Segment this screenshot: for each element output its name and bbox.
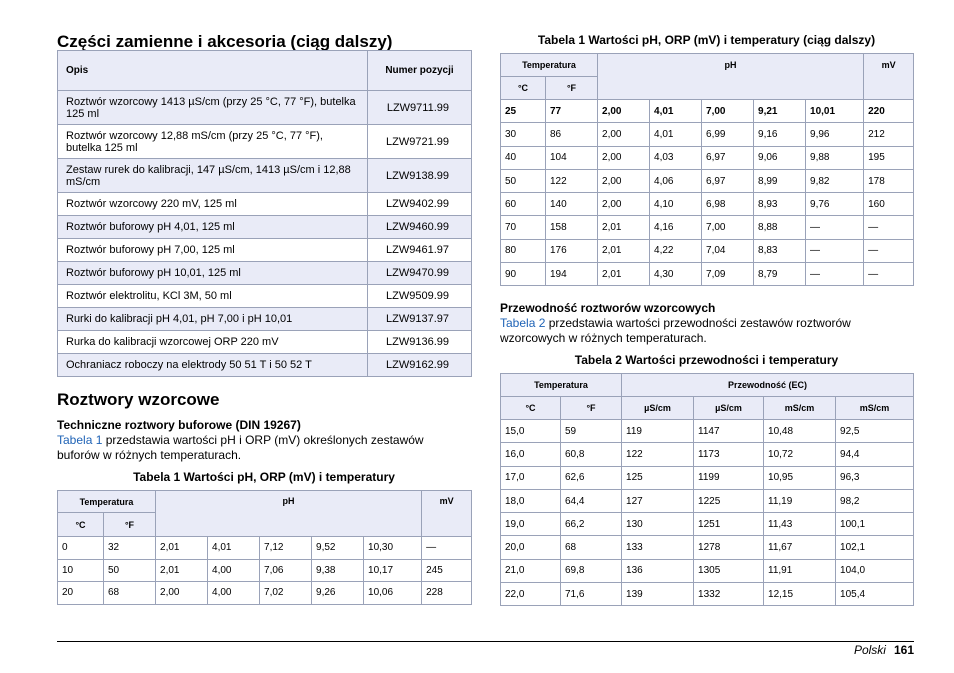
ph-header: pH	[156, 491, 422, 537]
table-cell: 17,0	[501, 466, 561, 489]
table-cell: 8,83	[754, 239, 806, 262]
part-description: Roztwór buforowy pH 7,00, 125 ml	[58, 239, 368, 262]
part-description: Roztwór buforowy pH 10,01, 125 ml	[58, 262, 368, 285]
parts-header-row	[58, 51, 472, 91]
table-cell: 50	[501, 169, 546, 192]
table-row	[501, 443, 914, 466]
table-cell: 2,00	[598, 123, 650, 146]
table-cell: 16,0	[501, 443, 561, 466]
table-cell: 98,2	[836, 489, 914, 512]
page-number: 161	[893, 643, 914, 657]
table-cell: 9,38	[312, 559, 364, 582]
part-description: Roztwór elektrolitu, KCl 3M, 50 ml	[58, 285, 368, 308]
table-cell: 133	[622, 536, 694, 559]
table-cell: 8,99	[754, 169, 806, 192]
table-row	[501, 123, 914, 146]
table-cell: 10,72	[764, 443, 836, 466]
table-cell: 2,00	[598, 169, 650, 192]
part-number: LZW9711.99	[368, 91, 472, 125]
table-cell: —	[422, 537, 472, 560]
temp-header-cont: Temperatura	[501, 54, 598, 77]
table-cell: 2,01	[598, 263, 650, 286]
table-cell: 119	[622, 420, 694, 443]
table-cell: 122	[546, 169, 598, 192]
table-cell: 6,99	[702, 123, 754, 146]
table-row	[501, 263, 914, 286]
table-cell: 245	[422, 559, 472, 582]
table-cell: —	[806, 263, 864, 286]
table-cell: 158	[546, 216, 598, 239]
table-row	[58, 193, 472, 216]
table-cell: 9,82	[806, 169, 864, 192]
parts-table	[57, 50, 472, 377]
table-row	[58, 559, 472, 582]
temp-header: Temperatura	[58, 491, 156, 513]
table-cell: 10	[58, 559, 104, 582]
table-cell: —	[806, 239, 864, 262]
table-cell: —	[864, 216, 914, 239]
table-cell: 104,0	[836, 559, 914, 582]
standards-paragraph-text: przedstawia wartości pH i ORP (mV) określonych zestawów buforów w różnych temperaturach.	[57, 433, 424, 462]
table-cell: 62,6	[561, 466, 622, 489]
footer-language: Polski	[853, 643, 886, 657]
table-cell: 90	[501, 263, 546, 286]
table-row	[501, 146, 914, 169]
conductivity-subheading: Przewodność roztworów wzorcowych	[500, 301, 716, 315]
table-cell: 9,76	[806, 193, 864, 216]
table1-cont-caption: Tabela 1 Wartości pH, ORP (mV) i temperatury (ciąg dalszy)	[537, 33, 876, 47]
table-cell: 1278	[694, 536, 764, 559]
table-cell: 9,88	[806, 146, 864, 169]
table-cell: 77	[546, 100, 598, 123]
table-cell: 136	[622, 559, 694, 582]
table-cell: —	[864, 239, 914, 262]
table-cell: 59	[561, 420, 622, 443]
celsius-header: °C	[58, 513, 104, 537]
table-cell: 7,06	[260, 559, 312, 582]
part-number: LZW9509.99	[368, 285, 472, 308]
table-row	[58, 537, 472, 560]
table-cell: —	[806, 216, 864, 239]
us-header-1: µS/cm	[622, 397, 694, 420]
table-cell: 8,93	[754, 193, 806, 216]
part-number: LZW9138.99	[368, 159, 472, 193]
table-cell: 9,21	[754, 100, 806, 123]
part-number: LZW9460.99	[368, 216, 472, 239]
table-cell: 11,19	[764, 489, 836, 512]
table-cell: 4,03	[650, 146, 702, 169]
fahrenheit-header-t2: °F	[561, 397, 622, 420]
table-cell: 10,95	[764, 466, 836, 489]
table-cell: 1251	[694, 513, 764, 536]
table-row	[58, 125, 472, 159]
table-cell: 4,00	[208, 582, 260, 605]
table-cell: 1173	[694, 443, 764, 466]
table-cell: 4,10	[650, 193, 702, 216]
table-cell: 194	[546, 263, 598, 286]
mv-header-cont: mV	[864, 54, 914, 100]
table-row	[501, 216, 914, 239]
table-cell: 21,0	[501, 559, 561, 582]
part-description: Rurki do kalibracji pH 4,01, pH 7,00 i pH 10,01	[58, 308, 368, 331]
table-cell: 15,0	[501, 420, 561, 443]
table-row	[501, 100, 914, 123]
fahrenheit-header: °F	[104, 513, 156, 537]
table-cell: 8,79	[754, 263, 806, 286]
table-row	[58, 582, 472, 605]
table-cell: 6,97	[702, 146, 754, 169]
table-cell: 18,0	[501, 489, 561, 512]
table-cell: 0	[58, 537, 104, 560]
ec-header: Przewodność (EC)	[622, 374, 914, 397]
table-row	[58, 285, 472, 308]
table-cell: 94,4	[836, 443, 914, 466]
part-number: LZW9402.99	[368, 193, 472, 216]
table-cell: 100,1	[836, 513, 914, 536]
table-cell: 2,01	[598, 216, 650, 239]
table-cell: 228	[422, 582, 472, 605]
standards-paragraph	[57, 433, 467, 463]
table-cell: 7,09	[702, 263, 754, 286]
table-cell: 1199	[694, 466, 764, 489]
table-cell: 122	[622, 443, 694, 466]
ph-table-part1	[57, 490, 472, 605]
table-cell: 30	[501, 123, 546, 146]
ph-table-part2	[500, 53, 914, 286]
table-cell: 176	[546, 239, 598, 262]
table-cell: 195	[864, 146, 914, 169]
part-description: Roztwór wzorcowy 220 mV, 125 ml	[58, 193, 368, 216]
table-cell: 60,8	[561, 443, 622, 466]
fahrenheit-header-cont: °F	[546, 77, 598, 100]
table-cell: 20,0	[501, 536, 561, 559]
table-cell: 4,22	[650, 239, 702, 262]
table-cell: 4,16	[650, 216, 702, 239]
table-cell: 1225	[694, 489, 764, 512]
table-cell: 4,06	[650, 169, 702, 192]
part-number: LZW9137.97	[368, 308, 472, 331]
table-row	[501, 193, 914, 216]
table-cell: 7,04	[702, 239, 754, 262]
ms-header-1: mS/cm	[764, 397, 836, 420]
part-number: LZW9136.99	[368, 331, 472, 354]
table-cell: 2,00	[598, 146, 650, 169]
table-row	[501, 169, 914, 192]
table-cell: 9,16	[754, 123, 806, 146]
table-cell: 68	[561, 536, 622, 559]
table-cell: 68	[104, 582, 156, 605]
table-row	[58, 91, 472, 125]
table-row	[501, 559, 914, 582]
part-number: LZW9162.99	[368, 354, 472, 377]
table-cell: 71,6	[561, 583, 622, 606]
table-cell: 139	[622, 583, 694, 606]
celsius-header-cont: °C	[501, 77, 546, 100]
table-cell: 8,88	[754, 216, 806, 239]
table-cell: 212	[864, 123, 914, 146]
table-cell: 10,30	[364, 537, 422, 560]
table-cell: 50	[104, 559, 156, 582]
table-cell: 12,15	[764, 583, 836, 606]
conductivity-paragraph-text: przedstawia wartości przewodności zestawów roztworów wzorcowych w różnych temperaturach.	[500, 316, 851, 345]
table-cell: 125	[622, 466, 694, 489]
table-row	[501, 466, 914, 489]
table-cell: 7,02	[260, 582, 312, 605]
table-cell: 6,98	[702, 193, 754, 216]
celsius-header-t2: °C	[501, 397, 561, 420]
table-cell: 9,96	[806, 123, 864, 146]
part-number: LZW9461.97	[368, 239, 472, 262]
table-cell: 70	[501, 216, 546, 239]
part-description: Rurka do kalibracji wzorcowej ORP 220 mV	[58, 331, 368, 354]
table-cell: 10,17	[364, 559, 422, 582]
table-cell: 92,5	[836, 420, 914, 443]
ph-header-cont: pH	[598, 54, 864, 100]
standards-heading: Roztwory wzorcowe	[57, 390, 220, 409]
table-cell: 4,00	[208, 559, 260, 582]
table-cell: 7,00	[702, 100, 754, 123]
table-row	[58, 262, 472, 285]
table-cell: 104	[546, 146, 598, 169]
part-description: Roztwór wzorcowy 1413 µS/cm (przy 25 °C, 77 °F), butelka 125 ml	[58, 91, 368, 125]
table-cell: 10,48	[764, 420, 836, 443]
table-cell: 80	[501, 239, 546, 262]
part-description: Zestaw rurek do kalibracji, 147 µS/cm, 1413 µS/cm i 12,88 mS/cm	[58, 159, 368, 193]
table-cell: 178	[864, 169, 914, 192]
table-cell: 2,00	[598, 100, 650, 123]
part-number: LZW9721.99	[368, 125, 472, 159]
parts-heading: Części zamienne i akcesoria (ciąg dalszy)	[57, 32, 393, 51]
table-cell: 11,43	[764, 513, 836, 536]
table-cell: 2,01	[156, 559, 208, 582]
table-cell: 105,4	[836, 583, 914, 606]
table-cell: 9,06	[754, 146, 806, 169]
table-cell: 9,52	[312, 537, 364, 560]
table-cell: 2,01	[598, 239, 650, 262]
table-cell: 40	[501, 146, 546, 169]
table-cell: 1305	[694, 559, 764, 582]
table1-caption: Tabela 1 Wartości pH, ORP (mV) i temperatury	[133, 470, 395, 484]
table2-link[interactable]: Tabela 2	[500, 316, 546, 330]
table-row	[501, 536, 914, 559]
part-description: Roztwór wzorcowy 12,88 mS/cm (przy 25 °C, 77 °F), butelka 125 ml	[58, 125, 368, 159]
table-cell: 64,4	[561, 489, 622, 512]
table-cell: 11,67	[764, 536, 836, 559]
table-cell: 22,0	[501, 583, 561, 606]
table-cell: 1332	[694, 583, 764, 606]
page-footer	[854, 643, 914, 657]
table1-link[interactable]: Tabela 1	[57, 433, 103, 447]
col-num-header: Numer pozycji	[368, 51, 472, 91]
table-cell: 4,01	[650, 100, 702, 123]
table-cell: 7,12	[260, 537, 312, 560]
table-cell: 60	[501, 193, 546, 216]
table-cell: 66,2	[561, 513, 622, 536]
table-cell: 20	[58, 582, 104, 605]
conductivity-table	[500, 373, 914, 606]
table-cell: 11,91	[764, 559, 836, 582]
standards-subheading: Techniczne roztwory buforowe (DIN 19267)	[57, 418, 301, 432]
table2-caption: Tabela 2 Wartości przewodności i temperatury	[574, 353, 839, 367]
table-row	[501, 239, 914, 262]
table-row	[58, 216, 472, 239]
part-description: Roztwór buforowy pH 4,01, 125 ml	[58, 216, 368, 239]
table-cell: 6,97	[702, 169, 754, 192]
table-cell: 1147	[694, 420, 764, 443]
conductivity-paragraph	[500, 316, 910, 346]
footer-divider	[57, 641, 914, 642]
table-row	[58, 159, 472, 193]
table-row	[58, 239, 472, 262]
table-cell: 19,0	[501, 513, 561, 536]
table-cell: 2,00	[598, 193, 650, 216]
temp-header-t2: Temperatura	[501, 374, 622, 397]
table-cell: 7,00	[702, 216, 754, 239]
table-cell: 10,06	[364, 582, 422, 605]
table-cell: 127	[622, 489, 694, 512]
table-row	[501, 513, 914, 536]
table-cell: 32	[104, 537, 156, 560]
part-number: LZW9470.99	[368, 262, 472, 285]
table-cell: 4,01	[650, 123, 702, 146]
table-cell: 140	[546, 193, 598, 216]
col-desc-header: Opis	[58, 51, 368, 91]
table-row	[58, 331, 472, 354]
table-row	[58, 354, 472, 377]
table-cell: 10,01	[806, 100, 864, 123]
table-cell: —	[864, 263, 914, 286]
table-row	[501, 489, 914, 512]
table-cell: 2,00	[156, 582, 208, 605]
table-cell: 69,8	[561, 559, 622, 582]
ms-header-2: mS/cm	[836, 397, 914, 420]
table-row	[58, 308, 472, 331]
us-header-2: µS/cm	[694, 397, 764, 420]
table-cell: 160	[864, 193, 914, 216]
table-cell: 25	[501, 100, 546, 123]
table-cell: 96,3	[836, 466, 914, 489]
table-cell: 4,01	[208, 537, 260, 560]
table-cell: 9,26	[312, 582, 364, 605]
table-cell: 130	[622, 513, 694, 536]
table-row	[501, 420, 914, 443]
table-cell: 102,1	[836, 536, 914, 559]
part-description: Ochraniacz roboczy na elektrody 50 51 T i 50 52 T	[58, 354, 368, 377]
table-cell: 4,30	[650, 263, 702, 286]
table-cell: 86	[546, 123, 598, 146]
table-cell: 2,01	[156, 537, 208, 560]
table-row	[501, 583, 914, 606]
table-cell: 220	[864, 100, 914, 123]
mv-header: mV	[422, 491, 472, 537]
